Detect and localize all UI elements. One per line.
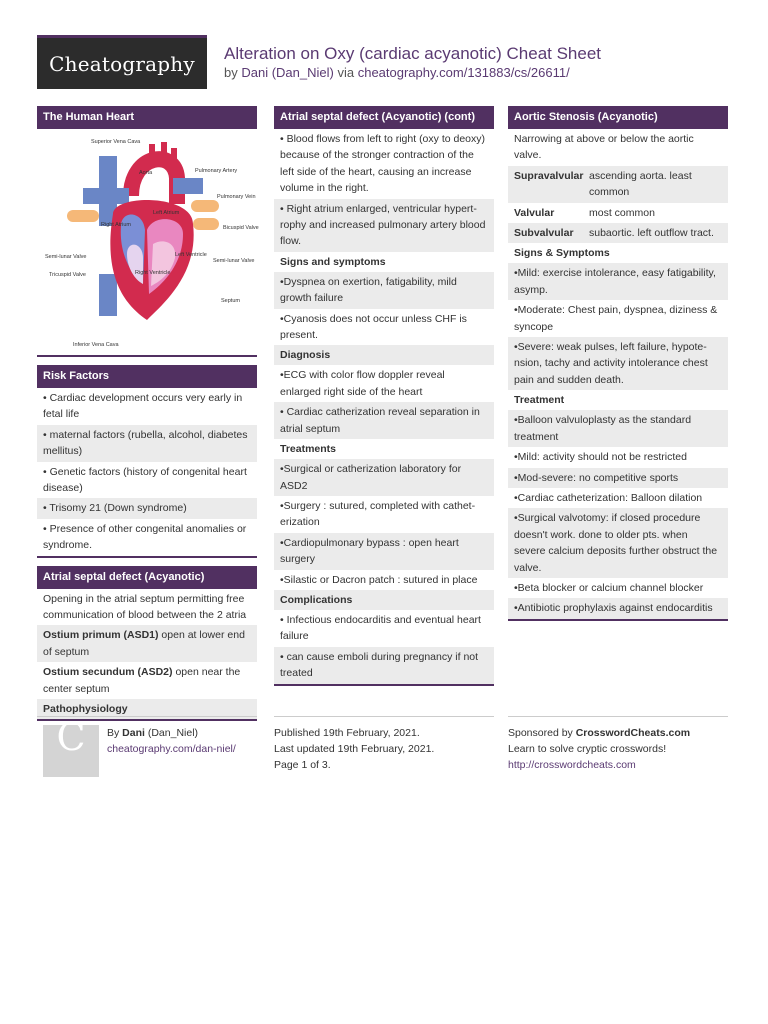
footer-author-handle: (Dan_Niel)	[144, 727, 199, 739]
list-item: •Mod-severe: no competitive sports	[508, 468, 728, 488]
type-row	[508, 166, 728, 203]
pulmonary-vein-shape	[191, 200, 219, 212]
list-item: • Presence of other congenital anomalies or syndrome.	[37, 519, 257, 556]
list-item: • Blood flows from left to right (oxy to deoxy) because of the stronger contraction of the left side of the heart, causing an increase volume in the right.	[274, 129, 494, 199]
pulmonary-artery-left-shape	[83, 188, 129, 204]
subheading-treatments: Treatments	[274, 439, 494, 459]
label-tricuspid-valve: Tricuspid Valve	[49, 272, 86, 278]
asd-intro: Opening in the atrial septum permitting free communication of blood between the 2 atria	[37, 589, 257, 626]
section-header: Atrial septal defect (Acyanotic) (cont)	[274, 106, 494, 129]
type-value: most common	[589, 206, 655, 219]
footer-author-line	[107, 725, 257, 741]
type-value: ascending aorta. least common	[589, 169, 692, 199]
footer-sponsor	[508, 716, 728, 773]
inferior-vena-cava-shape	[99, 274, 117, 316]
list-item: • Infectious endocarditis and eventual heart failure	[274, 610, 494, 647]
subheading-complications: Complications	[274, 590, 494, 610]
footer-author-link[interactable]: cheatography.com/dan-niel/	[107, 743, 236, 755]
aorta-branch	[161, 142, 167, 164]
asd1-term: Ostium primum (ASD1)	[43, 629, 159, 642]
list-item: •Mild: exercise intolerance, easy fatigability, asymp.	[508, 263, 728, 300]
avatar-letter: C	[56, 715, 86, 759]
list-item: •Moderate: Chest pain, dyspnea, diziness & syncope	[508, 300, 728, 337]
subheading-signs-symptoms: Signs & Symptoms	[508, 243, 728, 263]
sponsor-line	[508, 725, 728, 741]
aorta-branch	[149, 144, 155, 164]
list-item: • Cardiac development occurs very early in fetal life	[37, 388, 257, 425]
risk-factors-section	[37, 365, 257, 558]
list-item: •Dyspnea on exertion, fatigability, mild growth failure	[274, 272, 494, 309]
list-item: •Antibiotic prophylaxis against endocarditis	[508, 598, 728, 618]
type-value: subaortic. left outflow tract.	[589, 227, 714, 240]
type-key: Valvular	[514, 206, 555, 219]
section-header: The Human Heart	[37, 106, 257, 129]
subheading-treatment: Treatment	[508, 390, 728, 410]
list-item: •ECG with color flow doppler reveal enlarged right side of the heart	[274, 365, 494, 402]
heart-illustration	[43, 134, 259, 350]
byline-by: by	[224, 65, 238, 80]
page-number: Page 1 of 3.	[274, 759, 331, 771]
list-item: • maternal factors (rubella, alcohol, diabetes mellitus)	[37, 425, 257, 462]
subheading-diagnosis: Diagnosis	[274, 345, 494, 365]
label-left-ventricle: Left Ventricle	[175, 252, 207, 258]
label-aorta: Aorta	[139, 170, 153, 176]
label-left-atrium: Left Atrium	[153, 210, 180, 216]
list-item: •Cyanosis does not occur unless CHF is present.	[274, 309, 494, 346]
footer-author	[37, 716, 257, 757]
list-item: •Silastic or Dacron patch : sutured in place	[274, 570, 494, 590]
footer-by: By	[107, 727, 123, 739]
list-item: •Cardiac catheterization: Balloon dilation	[508, 488, 728, 508]
aorta-shape	[131, 159, 177, 204]
list-item: • Right atrium enlarged, ventricular hypertrophy and increased pulmonary artery blood flow.	[274, 199, 494, 252]
sponsor-tagline: Learn to solve cryptic crosswords!	[508, 743, 667, 755]
list-item: •Mild: activity should not be restricted	[508, 447, 728, 467]
footer-author-name[interactable]: Dani	[122, 727, 145, 739]
type-key: Subvalvular	[514, 227, 574, 240]
published-date: Published 19th February, 2021.	[274, 727, 420, 739]
section-header: Aortic Stenosis (Acyanotic)	[508, 106, 728, 129]
heart-diagram	[37, 129, 257, 355]
list-item: •Surgical or catherization laboratory for ASD2	[274, 459, 494, 496]
sponsor-name[interactable]: CrosswordCheats.com	[575, 727, 691, 739]
label-semi-lunar-valve-right: Semi-lunar Valve	[213, 258, 255, 264]
aortic-stenosis-section	[508, 106, 728, 621]
column-2	[274, 106, 494, 694]
label-inferior-vena-cava: Inferior Vena Cava	[73, 342, 119, 348]
section-header: Atrial septal defect (Acyanotic)	[37, 566, 257, 589]
asd2-term: Ostium secundum (ASD2)	[43, 666, 173, 679]
footer-dates	[274, 716, 494, 773]
asd1-item	[37, 625, 257, 662]
human-heart-section	[37, 106, 257, 357]
asd1-text: open at lower end of septum	[43, 629, 245, 658]
list-item: •Surgery : sutured, completed with catheterization	[274, 496, 494, 533]
sponsored-by: Sponsored by	[508, 727, 576, 739]
footer-author-text	[107, 725, 257, 757]
label-bicuspid-valve: Bicuspid Valve	[223, 225, 259, 231]
list-item: •Beta blocker or calcium channel blocker	[508, 578, 728, 598]
type-key: Supravalvular	[514, 169, 584, 182]
list-item: • Genetic factors (history of congenital heart disease)	[37, 462, 257, 499]
pulmonary-vein-left-shape	[67, 210, 99, 222]
label-semi-lunar-valve-left: Semi-lunar Valve	[45, 254, 87, 260]
subheading-pathophysiology: Pathophysiology	[37, 699, 257, 719]
label-superior-vena-cava: Superior Vena Cava	[91, 139, 141, 145]
label-right-ventricle: Right Ventricle	[135, 270, 171, 276]
list-item: •Cardiopulmonary bypass : open heart surgery	[274, 533, 494, 570]
label-septum: Septum	[221, 298, 240, 304]
label-pulmonary-vein: Pulmonary Vein	[217, 194, 256, 200]
updated-date: Last updated 19th February, 2021.	[274, 743, 435, 755]
asd2-text: open near the center septum	[43, 666, 241, 695]
list-item: • Cardiac catherization reveal separation in atrial septum	[274, 402, 494, 439]
aortic-intro: Narrowing at above or below the aortic valve.	[508, 129, 728, 166]
type-row	[508, 203, 728, 223]
column-3	[508, 106, 728, 629]
section-header: Risk Factors	[37, 365, 257, 388]
author-avatar	[43, 715, 99, 777]
sponsor-link[interactable]: http://crosswordcheats.com	[508, 759, 636, 771]
aorta-branch	[171, 148, 177, 168]
list-item: •Surgical valvotomy: if closed procedure doesn't work. done to older pts. when severe calcium deposits further obstruct the valve.	[508, 508, 728, 578]
column-1	[37, 106, 257, 729]
list-item: •Severe: weak pulses, left failure, hypotension, tachy and activity intolerance chest pain and sudden death.	[508, 337, 728, 390]
asd-cont-section	[274, 106, 494, 686]
byline-via: via	[337, 65, 355, 80]
list-item: • Trisomy 21 (Down syndrome)	[37, 498, 257, 518]
atrial-septal-defect-section	[37, 566, 257, 721]
asd2-item	[37, 662, 257, 699]
sheet-url-link[interactable]: cheatography.com/131883/cs/26611/	[357, 65, 570, 80]
list-item: •Balloon valvuloplasty as the standard treatment	[508, 410, 728, 447]
pulmonary-vein-shape	[193, 218, 219, 230]
type-row	[508, 223, 728, 243]
pulmonary-artery-right-shape	[173, 178, 203, 194]
cheatography-logo[interactable]	[37, 35, 207, 89]
list-item: • can cause emboli during pregnancy if not treated	[274, 647, 494, 684]
logo-text: Cheatography	[49, 52, 195, 76]
label-pulmonary-artery: Pulmonary Artery	[195, 168, 238, 174]
subheading-signs: Signs and symptoms	[274, 252, 494, 272]
label-right-atrium: Right Atrium	[101, 222, 131, 228]
author-link[interactable]: Dani (Dan_Niel)	[241, 65, 334, 80]
page-title: Alteration on Oxy (cardiac acyanotic) Cheat Sheet	[224, 44, 602, 63]
byline	[224, 65, 570, 80]
